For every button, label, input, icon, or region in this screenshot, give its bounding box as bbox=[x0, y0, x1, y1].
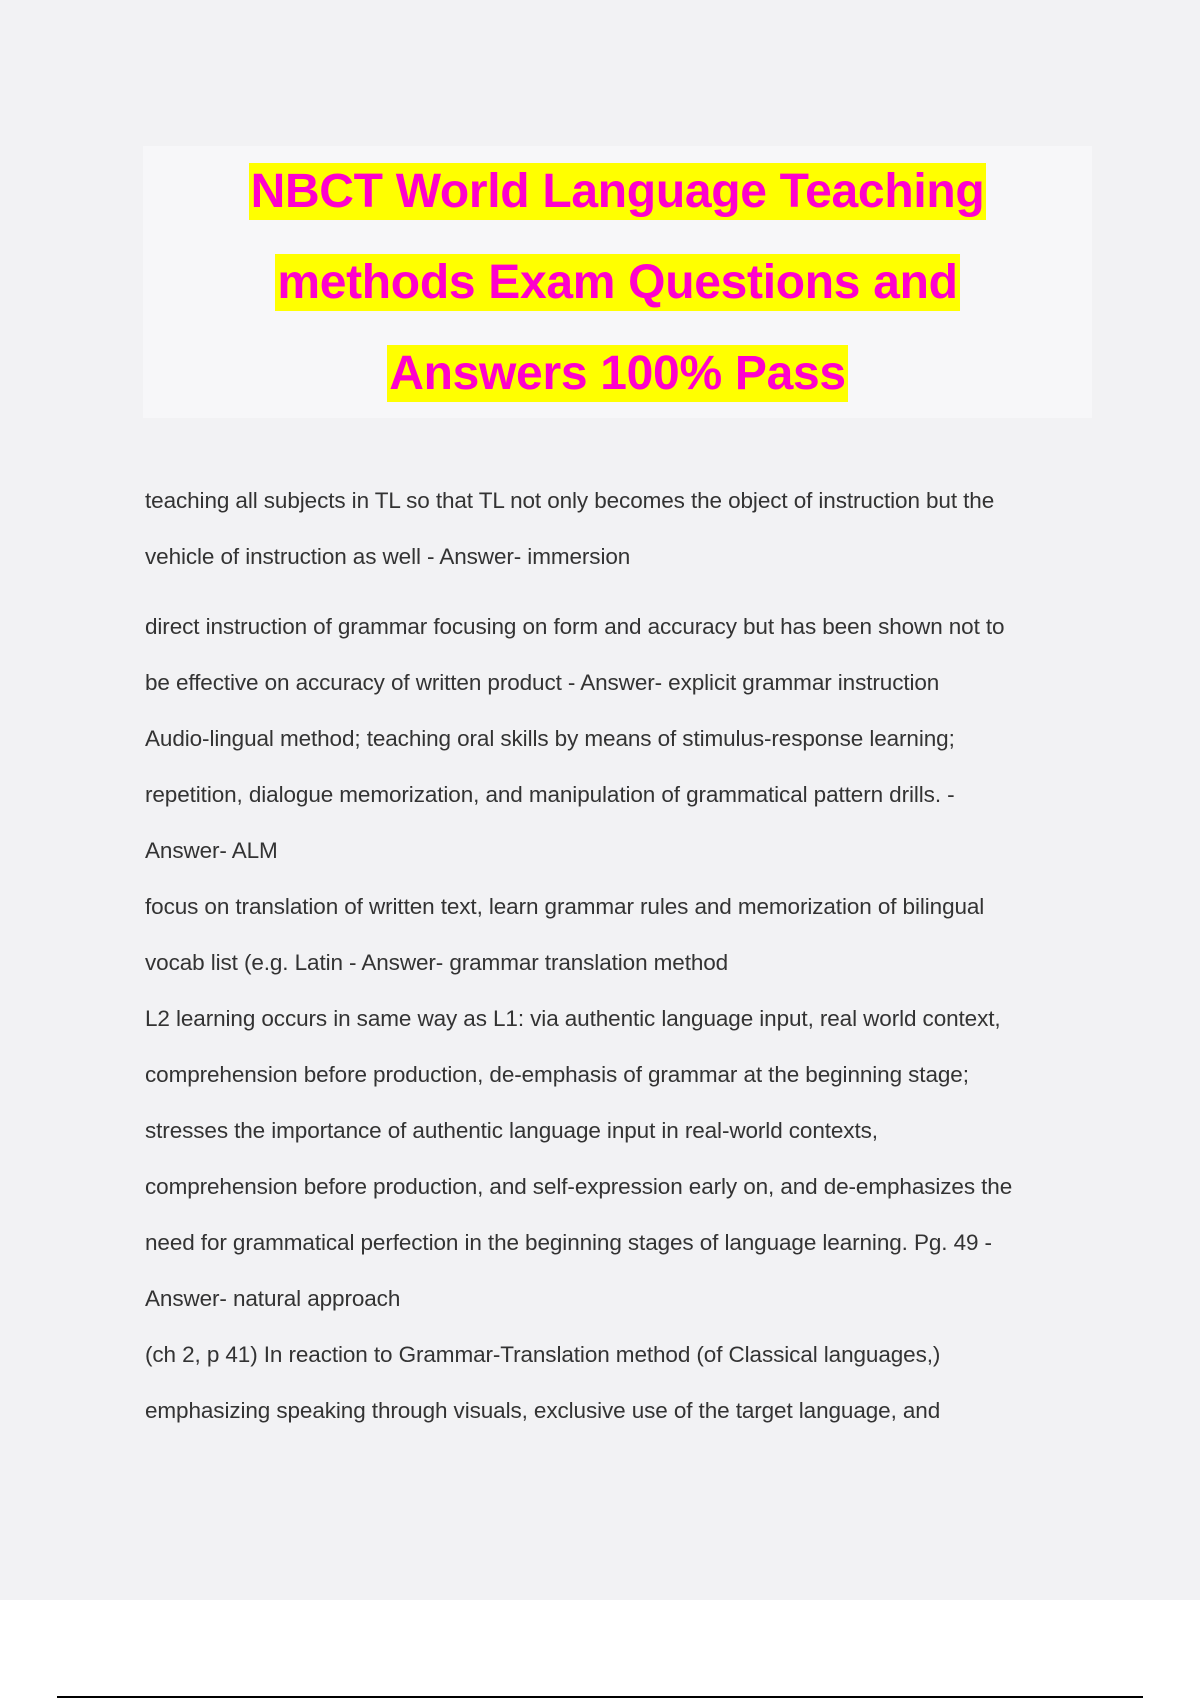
body-line: Answer- natural approach bbox=[145, 1286, 401, 1311]
body-line: vehicle of instruction as well - Answer- immersion bbox=[145, 544, 631, 569]
body-line: emphasizing speaking through visuals, exclusive use of the target language, and bbox=[145, 1398, 941, 1423]
body-line: comprehension before production, and self-expression early on, and de-emphasizes the bbox=[145, 1174, 1013, 1199]
title-line-2 bbox=[143, 237, 1092, 328]
body-line: stresses the importance of authentic language input in real-world contexts, bbox=[145, 1118, 878, 1143]
paragraph-gap bbox=[145, 585, 1095, 599]
body-line: comprehension before production, de-emphasis of grammar at the beginning stage; bbox=[145, 1062, 969, 1087]
body-line: (ch 2, p 41) In reaction to Grammar-Translation method (of Classical languages,) bbox=[145, 1342, 941, 1367]
body-line: teaching all subjects in TL so that TL not only becomes the object of instruction but the bbox=[145, 488, 995, 513]
body-line: L2 learning occurs in same way as L1: via authentic language input, real world context, bbox=[145, 1006, 1001, 1031]
title-line-1 bbox=[143, 146, 1092, 237]
title-line-1-text: NBCT World Language Teaching bbox=[250, 165, 985, 218]
title-line-3 bbox=[143, 328, 1092, 419]
body-line: vocab list (e.g. Latin - Answer- grammar translation method bbox=[145, 950, 729, 975]
body-line: Answer- ALM bbox=[145, 838, 278, 863]
body-line: be effective on accuracy of written product - Answer- explicit grammar instruction bbox=[145, 670, 940, 695]
title-line-2-text: methods Exam Questions and bbox=[277, 256, 958, 309]
footer-divider bbox=[57, 1696, 1143, 1698]
body-line: direct instruction of grammar focusing on form and accuracy but has been shown not to bbox=[145, 614, 1005, 639]
body-line: need for grammatical perfection in the beginning stages of language learning. Pg. 49 - bbox=[145, 1230, 992, 1255]
title-block bbox=[143, 146, 1092, 418]
body-line: Audio-lingual method; teaching oral skills by means of stimulus-response learning; bbox=[145, 726, 955, 751]
body-line: focus on translation of written text, learn grammar rules and memorization of bilingual bbox=[145, 894, 985, 919]
body-text bbox=[145, 473, 1095, 1439]
body-line: repetition, dialogue memorization, and manipulation of grammatical pattern drills. - bbox=[145, 782, 955, 807]
title-line-3-text: Answers 100% Pass bbox=[389, 347, 846, 400]
